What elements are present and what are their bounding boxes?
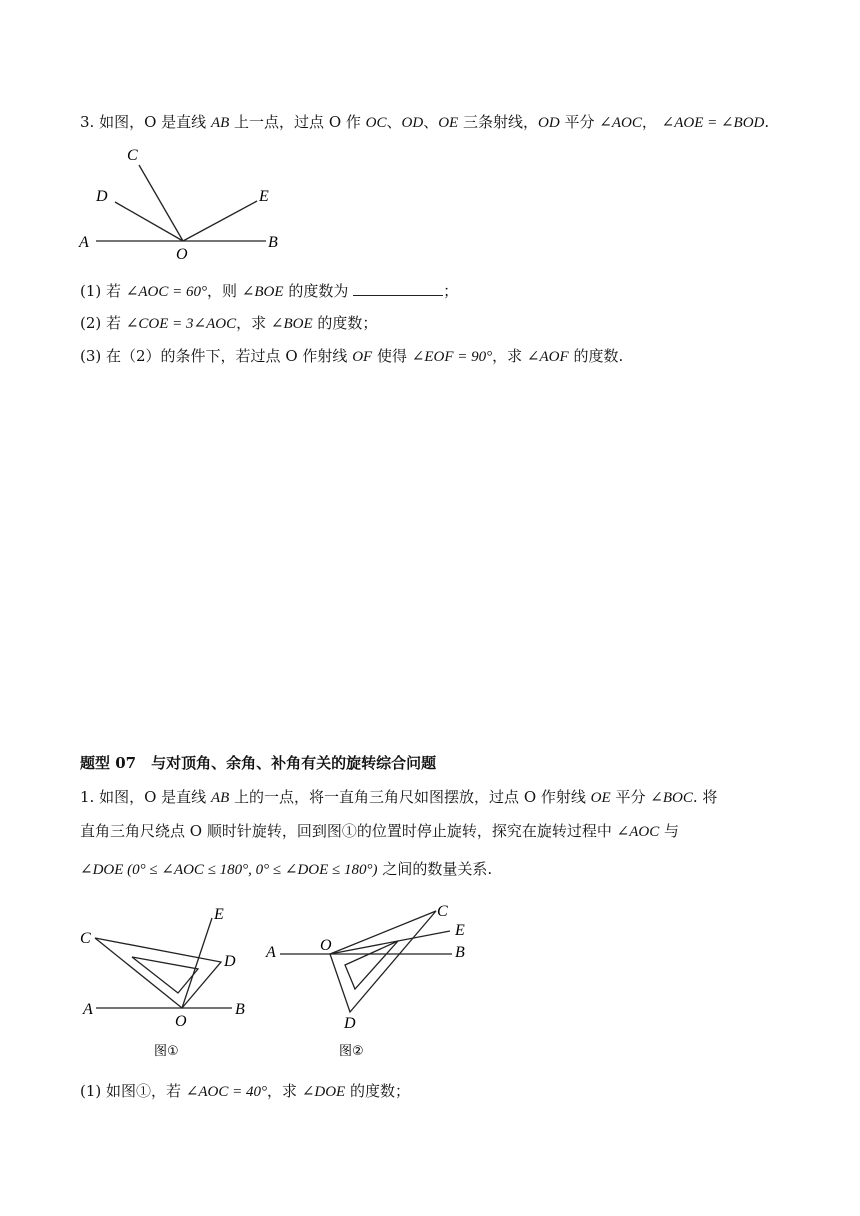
label-b: B — [268, 234, 278, 251]
q1-part1 — [80, 1081, 410, 1102]
q3-angle-equation: ∠AOE = ∠BOD — [661, 115, 765, 131]
q3-od: OD — [401, 115, 424, 131]
part-text: 的度数； — [350, 1082, 411, 1100]
stem-text: 直角三角尺绕点 O 顺时针旋转，回到图①的位置时停止旋转，探究在旋转过程中 — [80, 822, 612, 840]
figure-1-caption: 图① — [154, 1044, 179, 1059]
label-a: A — [266, 944, 276, 961]
q3-sep: ， — [641, 113, 657, 131]
part-text: 的度数. — [573, 347, 624, 365]
part-text: (1) 如图①，若 — [80, 1082, 182, 1100]
label-a: A — [79, 234, 89, 251]
part-text: 的度数； — [317, 314, 378, 332]
label-o: O — [176, 246, 188, 263]
q3-oc: OC — [365, 115, 387, 131]
angle-expr: ∠EOF = 90° — [411, 349, 493, 365]
figure-2-caption: 图② — [339, 1044, 364, 1059]
label-b: B — [235, 1001, 245, 1018]
q3-stem-text: 三条射线， — [463, 113, 539, 131]
q3-sep: 、 — [423, 113, 439, 131]
part-text: ； — [443, 282, 459, 300]
line-name: AB — [210, 790, 230, 806]
q3-oe: OE — [438, 115, 459, 131]
stem-text: 平分 — [615, 788, 646, 806]
angle-expr: ∠AOC — [616, 824, 660, 840]
angle-expr: ∠AOC = 60° — [125, 284, 208, 300]
label-d: D — [344, 1015, 356, 1032]
stem-text: 之间的数量关系. — [382, 860, 493, 878]
part-text: 的度数为 — [288, 282, 349, 300]
q3-od: OD — [538, 115, 560, 131]
section-title: 题型 07 与对顶角、余角、补角有关的旋转综合问题 — [80, 754, 437, 772]
angle-expr: ∠BOC — [650, 790, 693, 806]
label-e: E — [259, 188, 269, 205]
label-b: B — [455, 944, 465, 961]
angle-expr: ∠BOE — [270, 316, 313, 332]
q3-stem-text: 3. 如图，O 是直线 — [80, 113, 207, 131]
label-d: D — [224, 953, 236, 970]
stem-text: 1. 如图，O 是直线 — [80, 788, 207, 806]
ray-name: OF — [352, 349, 373, 365]
label-e: E — [455, 922, 465, 939]
label-a: A — [83, 1001, 93, 1018]
label-c: C — [80, 930, 91, 947]
set-square-outer — [330, 911, 436, 1012]
part-text: (1) 若 — [80, 282, 122, 300]
stem-text: 上的一点，将一直角三角尺如图摆放，过点 O 作射线 — [234, 788, 586, 806]
q3-ab: AB — [210, 115, 230, 131]
stem-text: 与 — [663, 822, 679, 840]
part-text: ，则 — [207, 282, 238, 300]
label-o: O — [175, 1013, 187, 1030]
label-d: D — [96, 188, 108, 205]
label-e: E — [214, 906, 224, 923]
part-text: (2) 若 — [80, 314, 122, 332]
part-text: ，求 — [492, 347, 523, 365]
q3-sep: 、 — [386, 113, 402, 131]
ray-oe — [182, 918, 212, 1008]
q3-stem-text: 平分 — [564, 113, 595, 131]
label-c: C — [127, 147, 138, 164]
angle-expr: ∠COE = 3∠AOC — [125, 316, 237, 332]
q3-angle: ∠AOC — [599, 115, 642, 131]
q3-stem-text: 上一点，过点 O 作 — [234, 113, 361, 131]
label-o: O — [320, 937, 332, 954]
q3-period: . — [764, 113, 770, 131]
angle-expr: ∠DOE — [301, 1084, 346, 1100]
part-text: 使得 — [376, 347, 407, 365]
stem-text: . 将 — [692, 788, 718, 806]
angle-expr: ∠AOF — [526, 349, 569, 365]
part-text: ，求 — [236, 314, 267, 332]
ray-name: OE — [590, 790, 611, 806]
part-text: (3) 在（2）的条件下，若过点 O 作射线 — [80, 347, 348, 365]
part-text: ，求 — [267, 1082, 298, 1100]
range-expr: ∠DOE (0° ≤ ∠AOC ≤ 180°, 0° ≤ ∠DOE ≤ 180°) — [80, 862, 378, 878]
label-c: C — [437, 903, 448, 920]
q1-figure-2 — [280, 911, 452, 1012]
angle-expr: ∠BOE — [241, 284, 284, 300]
angle-expr: ∠AOC = 40° — [185, 1084, 268, 1100]
